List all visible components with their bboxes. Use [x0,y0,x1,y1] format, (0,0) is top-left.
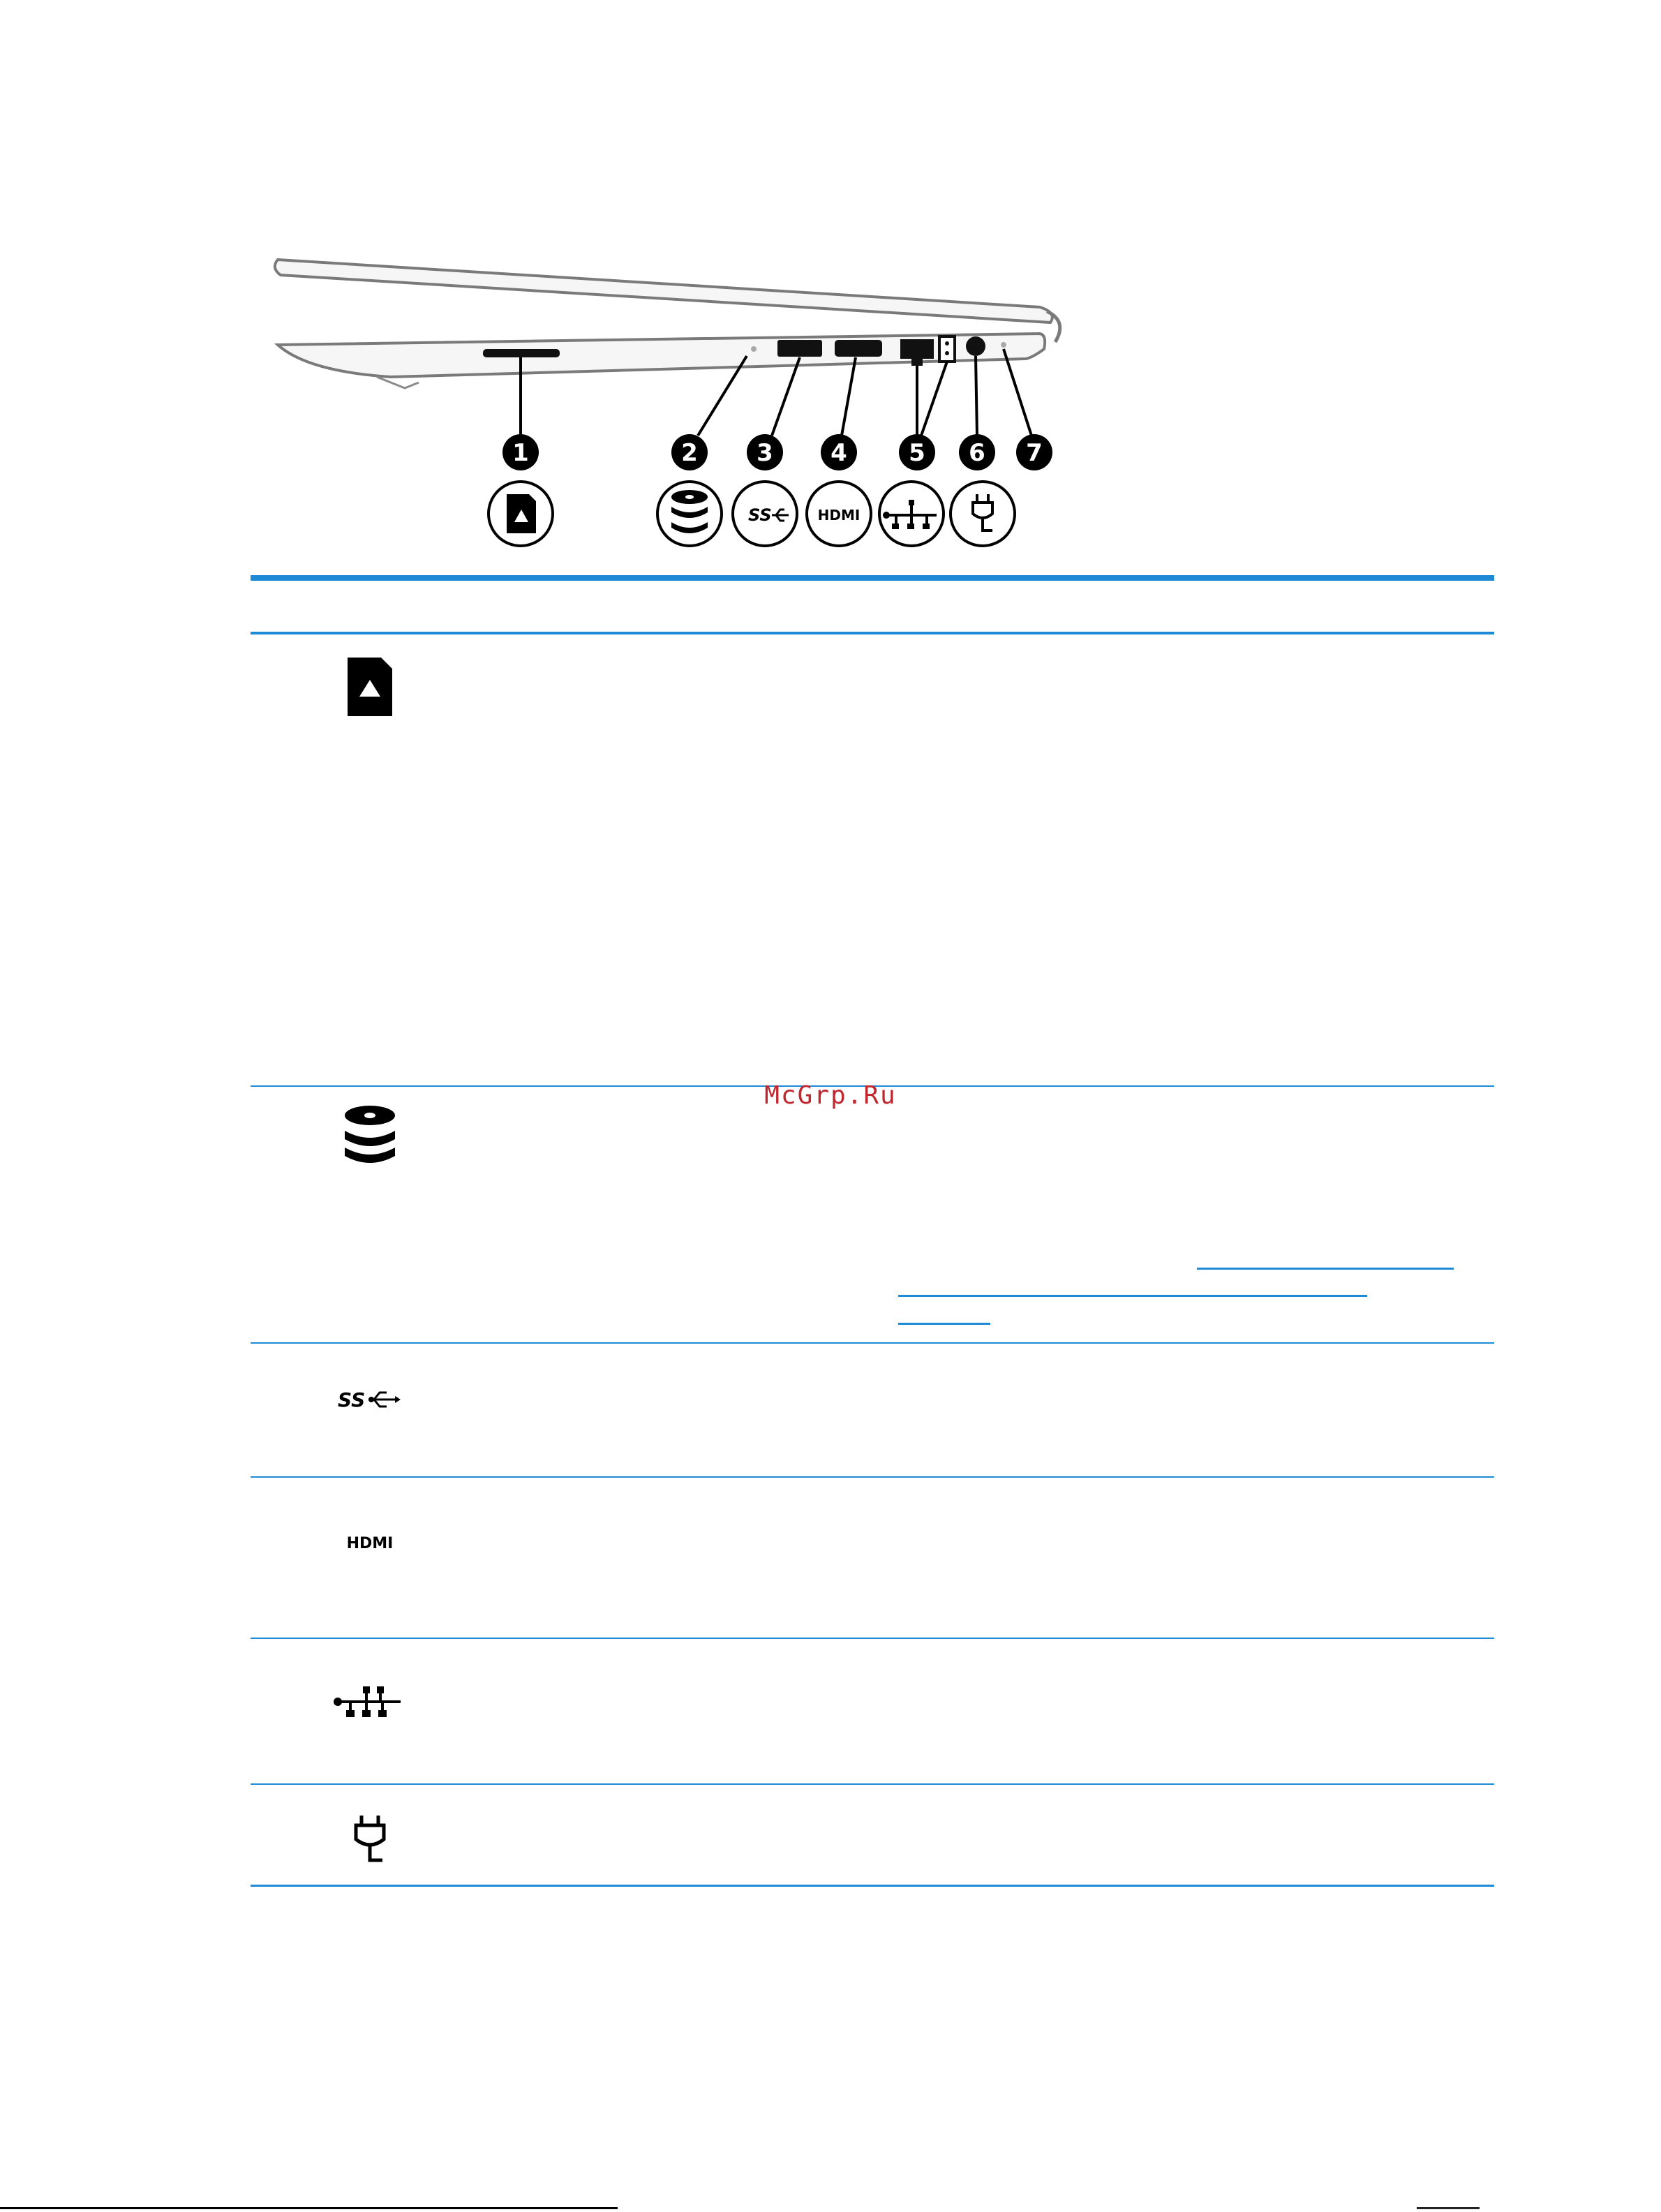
table-header-rule [251,632,1494,634]
callout-6: 6 [969,439,985,467]
callout-4: 4 [830,439,847,467]
memory-card-reader-icon [328,649,412,719]
hdmi-port [835,340,882,357]
laptop-lid [275,260,1052,322]
svg-text:HDMI: HDMI [346,1535,394,1552]
usb-port [777,340,822,357]
callout-2: 2 [681,439,698,467]
rj45-port [900,339,934,359]
rj45-network-icon [328,1668,412,1738]
row-divider-3 [251,1476,1494,1478]
drive-light-icon [328,1099,412,1168]
usb-superspeed-icon [328,1365,412,1434]
callout-3: 3 [757,439,773,467]
footer-rule-right [1417,2207,1480,2209]
network-lights [939,336,955,362]
watermark: McGrp.Ru [764,1081,897,1110]
row-divider-5 [251,1783,1494,1785]
row-divider-4 [251,1638,1494,1639]
hdmi-badge-icon: HDMI [817,507,861,524]
link-underline-1[interactable] [1197,1268,1454,1270]
link-underline-3[interactable] [898,1323,990,1325]
footer-rule [0,2207,618,2209]
hdmi-icon [328,1508,412,1578]
callout-5: 5 [909,439,925,467]
callout-1: 1 [512,439,529,467]
table-top-rule [251,575,1494,581]
memory-card-badge-icon [507,494,536,533]
callout-7: 7 [1026,439,1043,467]
link-underline-2[interactable] [898,1295,1367,1297]
power-connector-icon [328,1804,412,1874]
callout-badges [502,434,1052,470]
sd-slot [483,349,560,357]
row-divider-2 [251,1342,1494,1344]
svg-text:SS: SS [338,1388,366,1411]
laptop-right-side-figure [0,0,1661,558]
svg-text:SS: SS [748,505,772,525]
power-jack [966,336,985,356]
table-bottom-rule [251,1885,1494,1887]
